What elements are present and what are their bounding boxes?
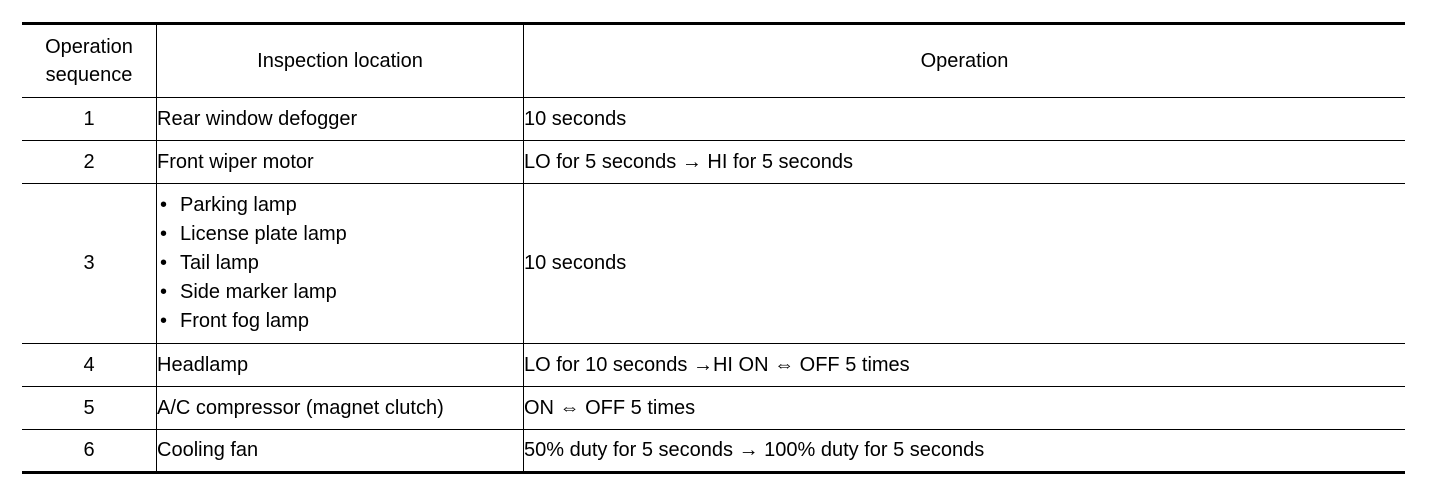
operation-cell: 10 seconds (524, 184, 1406, 344)
table-row (22, 344, 1405, 387)
location-cell: Headlamp (157, 344, 524, 387)
header-operation-sequence: Operation sequence (22, 24, 157, 98)
list-item: • Front fog lamp (157, 307, 523, 336)
table-row (22, 98, 1405, 141)
operation-cell: LO for 5 seconds → HI for 5 seconds (524, 141, 1406, 184)
list-item: • Parking lamp (157, 191, 523, 220)
location-cell: A/C compressor (magnet clutch) (157, 387, 524, 430)
list-item: • License plate lamp (157, 220, 523, 249)
sequence-cell: 5 (22, 387, 157, 430)
operation-cell: 10 seconds (524, 98, 1406, 141)
location-cell: Cooling fan (157, 430, 524, 473)
table-row (22, 387, 1405, 430)
sequence-cell: 2 (22, 141, 157, 184)
lamp-list (157, 191, 523, 336)
sequence-cell: 4 (22, 344, 157, 387)
header-inspection-location: Inspection location (157, 24, 524, 98)
operation-sequence-table (22, 22, 1405, 474)
location-cell: Front wiper motor (157, 141, 524, 184)
location-cell: Rear window defogger (157, 98, 524, 141)
table-row (22, 184, 1405, 344)
header-operation: Operation (524, 24, 1406, 98)
table-row (22, 141, 1405, 184)
table-header-row (22, 24, 1405, 98)
table-row (22, 430, 1405, 473)
sequence-cell: 6 (22, 430, 157, 473)
sequence-cell: 3 (22, 184, 157, 344)
operation-cell: 50% duty for 5 seconds → 100% duty for 5 seconds (524, 430, 1406, 473)
location-cell (157, 184, 524, 344)
sequence-cell: 1 (22, 98, 157, 141)
operation-cell: ON ⇔ OFF 5 times (524, 387, 1406, 430)
operation-cell: LO for 10 seconds →HI ON ⇔ OFF 5 times (524, 344, 1406, 387)
list-item: • Side marker lamp (157, 278, 523, 307)
list-item: • Tail lamp (157, 249, 523, 278)
